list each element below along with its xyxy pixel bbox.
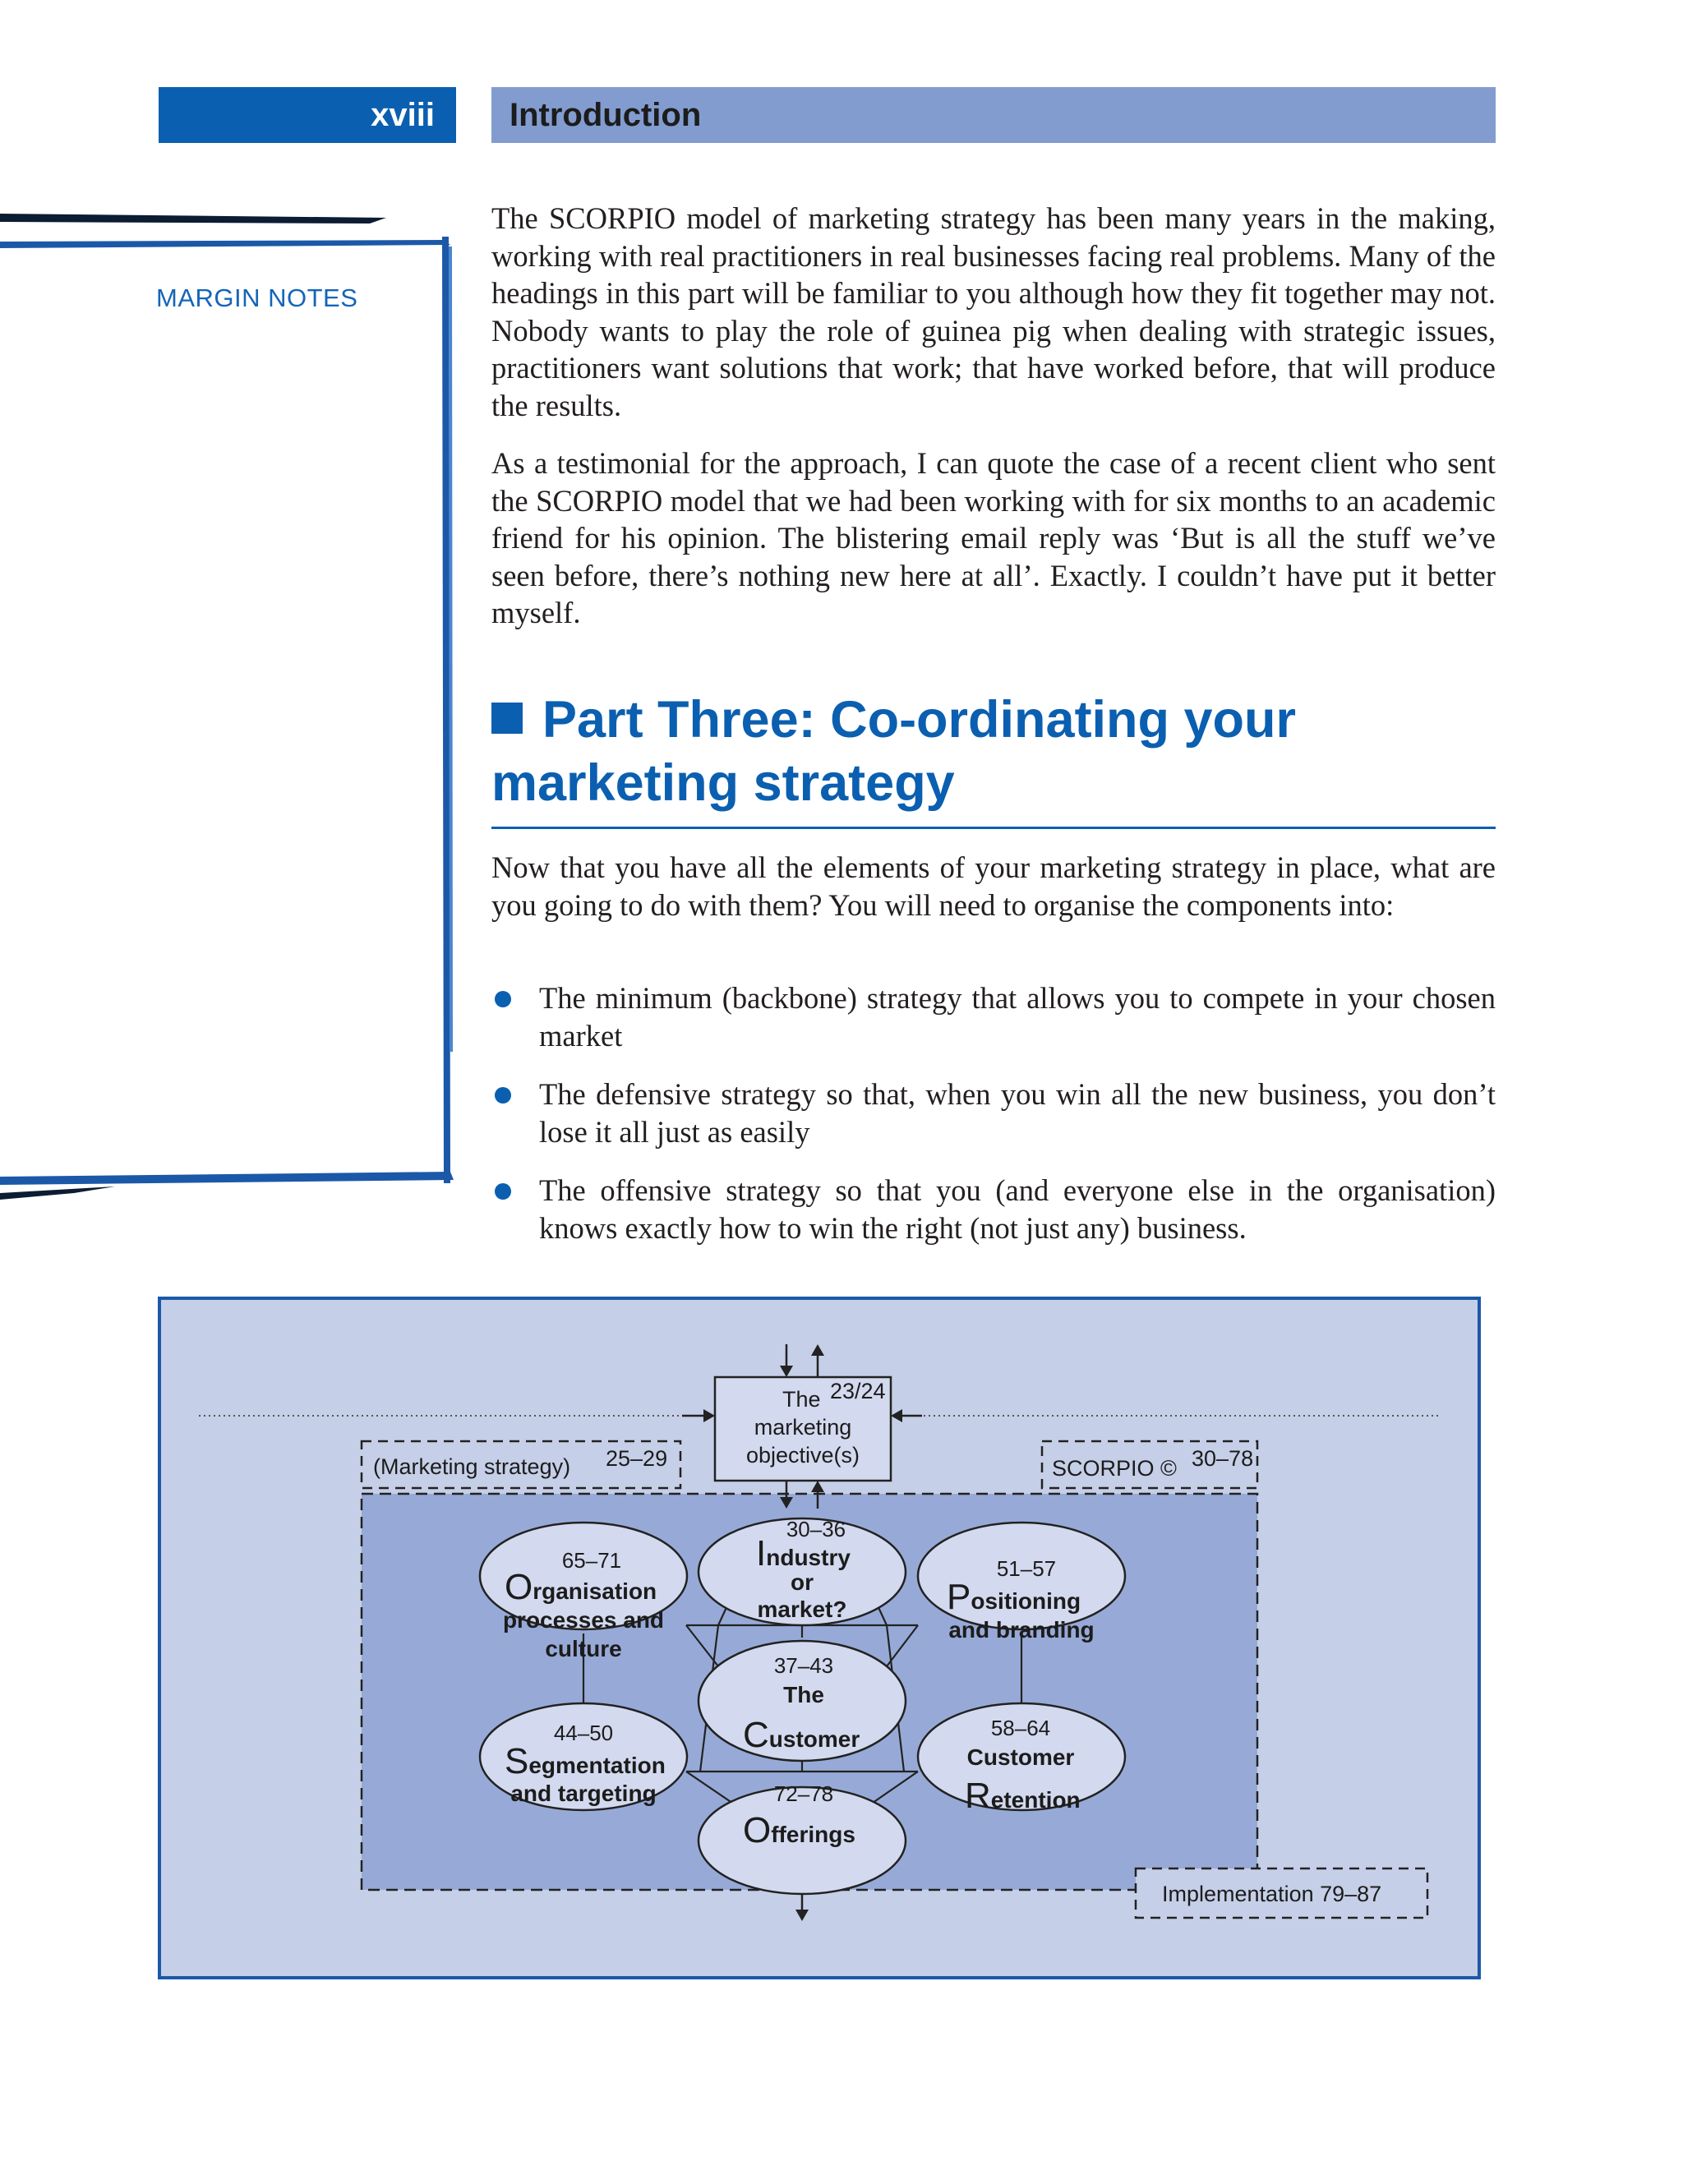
organisation-title: Organisation	[505, 1567, 657, 1607]
bullet-icon	[495, 1183, 511, 1200]
objective-line1: The	[782, 1387, 821, 1412]
bullet-icon	[495, 1087, 511, 1104]
section-title: Introduction	[491, 87, 1496, 143]
positioning-line2: and branding	[948, 1617, 1095, 1643]
strategy-bullet-list	[491, 979, 1496, 1268]
bullet-item	[491, 1172, 1496, 1246]
implementation-label: Implementation 79–87	[1162, 1882, 1382, 1906]
marketing-strategy-label: (Marketing strategy)	[373, 1454, 571, 1479]
segmentation-line2: and targeting	[510, 1781, 657, 1806]
offerings-title: Offerings	[743, 1810, 855, 1850]
retention-title: Retention	[965, 1776, 1081, 1816]
customer-pages: 37–43	[773, 1653, 834, 1678]
bullet-icon	[495, 991, 511, 1007]
industry-line3: market?	[757, 1597, 847, 1622]
bullet-item	[491, 1076, 1496, 1150]
paragraph-intro: The SCORPIO model of marketing strategy has been many years in the making, working with real practitioners in real businesses facing real problems. Many of the headings in this part will be familiar to you although how they fit together may not. Nobody wants to play the role of guinea pig when dealing with strategic issues, practitioners want solutions that work; that have worked before, that will produce the results.	[491, 201, 1496, 422]
scorpio-model-diagram	[158, 1297, 1481, 1979]
margin-notes-frame	[0, 197, 460, 1200]
part-three-heading	[491, 689, 1496, 815]
organisation-pages: 65–71	[561, 1548, 622, 1573]
customer-line1: The	[783, 1682, 824, 1707]
bullet-text: The defensive strategy so that, when you win all the new business, you don’t lose it all just as easily	[539, 1077, 1496, 1149]
industry-pages: 30–36	[786, 1517, 846, 1541]
paragraph-testimonial: As a testimonial for the approach, I can quote the case of a recent client who sent the SCORPIO model that we had been working with for six months to an academic friend for his opinion. The blistering email reply was ‘But is all the stuff we’ve seen before, there’s nothing new here at all’. Exactly. I couldn’t have put it better myself.	[491, 446, 1496, 629]
segmentation-title: Segmentation	[505, 1741, 666, 1781]
marketing-strategy-pages: 25–29	[606, 1446, 668, 1471]
positioning-title: Positioning	[947, 1577, 1081, 1617]
organisation-line3: culture	[545, 1636, 622, 1661]
bullet-text: The offensive strategy so that you (and everyone else in the organisation) knows exactly how to win the right (not just any) business.	[539, 1173, 1496, 1245]
objective-line3: objective(s)	[745, 1443, 860, 1468]
positioning-pages: 51–57	[996, 1556, 1057, 1581]
retention-line1: Customer	[966, 1744, 1075, 1770]
heading-square-icon	[491, 703, 523, 734]
margin-notes-label: MARGIN NOTES	[156, 283, 358, 312]
scorpio-label: SCORPIO ©	[1052, 1456, 1177, 1481]
objective-pages: 23/24	[830, 1379, 886, 1403]
industry-line2: or	[791, 1569, 814, 1595]
organisation-line2: processes and	[502, 1607, 665, 1633]
bullet-item	[491, 979, 1496, 1054]
segmentation-pages: 44–50	[553, 1721, 614, 1745]
objective-line2: marketing	[754, 1415, 852, 1440]
paragraph-components: Now that you have all the elements of your marketing strategy in place, what are you going to do with them? You will need to organise the components into:	[491, 850, 1496, 922]
retention-pages: 58–64	[990, 1716, 1051, 1740]
bullet-text: The minimum (backbone) strategy that allows you to compete in your chosen market	[539, 981, 1496, 1053]
customer-title: Customer	[743, 1715, 860, 1755]
part-three-heading-text: Part Three: Co-ordinating your marketing strategy	[491, 691, 1297, 812]
page-number: xviii	[159, 87, 456, 143]
industry-title: Industry	[756, 1533, 851, 1573]
heading-rule	[491, 827, 1496, 829]
scorpio-pages: 30–78	[1192, 1446, 1254, 1471]
offerings-pages: 72–78	[773, 1781, 834, 1806]
